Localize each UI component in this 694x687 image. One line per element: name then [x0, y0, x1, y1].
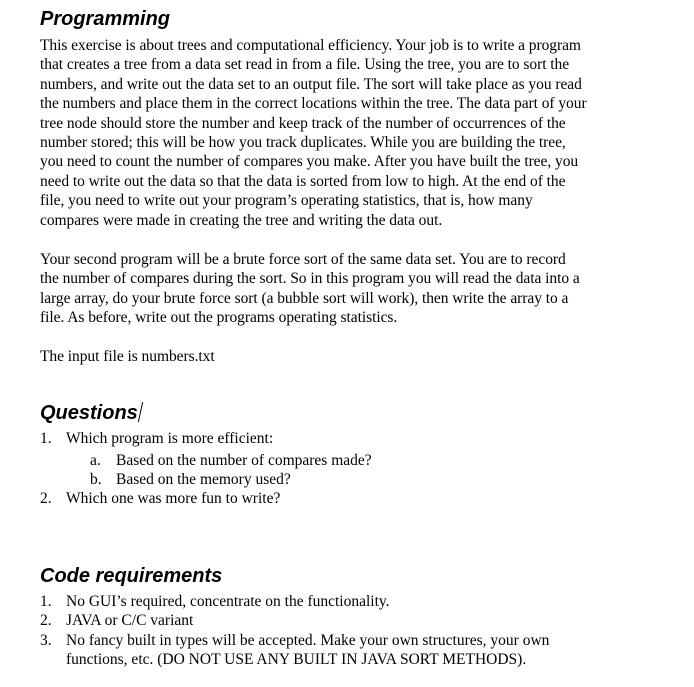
text-line: the numbers and place them in the correct locations within the tree. The data part of your — [40, 95, 587, 113]
text-line: file. As before, write out the programs operating statistics. — [40, 309, 398, 327]
list-text: JAVA or C/C variant — [66, 612, 194, 629]
text-line: you need to count the number of compares you make. After you have built the tree, you — [40, 153, 579, 171]
list-text: Based on the number of compares made? — [116, 452, 372, 469]
list-number: a. — [90, 452, 101, 469]
text-line: that creates a tree from a data set read in from a file. Using the tree, you are to sort the — [40, 56, 570, 74]
text-line: number stored; this will be how you track duplicates. While you are building the tree, — [40, 134, 566, 152]
text-line: large array, do your brute force sort (a bubble sort will work), then write the array to a — [40, 289, 569, 307]
text-line: the number of compares during the sort. So in this program you will read the data into a — [40, 270, 580, 288]
text-line: This exercise is about trees and computational efficiency. Your job is to write a program — [40, 37, 581, 54]
list-text: No GUI’s required, concentrate on the functionality. — [66, 593, 390, 610]
programming-paragraph-1 — [40, 36, 680, 230]
section-heading-programming: Programming — [40, 8, 171, 30]
text-cursor — [138, 402, 143, 422]
programming-paragraph-2 — [40, 250, 680, 328]
text-line: Your second program will be a brute force sort of the same data set. You are to record — [40, 251, 566, 268]
list-number: 1. — [40, 430, 52, 447]
questions-heading-text: Questions — [40, 402, 138, 424]
section-heading-code-requirements: Code requirements — [40, 565, 223, 587]
list-number: 2. — [40, 490, 52, 507]
list-number: 3. — [40, 632, 52, 649]
list-number: b. — [90, 471, 102, 488]
list-number: 1. — [40, 593, 52, 610]
list-text: Which one was more fun to write? — [66, 490, 281, 507]
programming-paragraph-3 — [40, 347, 680, 366]
text-line: tree node should store the number and keep track of the number of occurrences of the — [40, 114, 566, 132]
list-text: functions, etc. (DO NOT USE ANY BUILT IN JAVA SORT METHODS). — [66, 651, 527, 668]
section-heading-questions — [40, 401, 141, 425]
list-text: No fancy built in types will be accepted. Make your own structures, your own — [66, 632, 550, 649]
text-line: need to write out the data so that the data is sorted from low to high. At the end of the — [40, 172, 566, 190]
list-text: Which program is more efficient: — [66, 430, 274, 447]
list-text: Based on the memory used? — [116, 471, 291, 488]
text-line: file, you need to write out your program’s operating statistics, that is, how many — [40, 192, 533, 210]
list-number: 2. — [40, 612, 52, 629]
text-line: compares were made in creating the tree and writing the data out. — [40, 211, 443, 229]
text-line: numbers, and write out the data set to an output file. The sort will take place as you read — [40, 75, 582, 93]
text-line: The input file is numbers.txt — [40, 348, 215, 365]
